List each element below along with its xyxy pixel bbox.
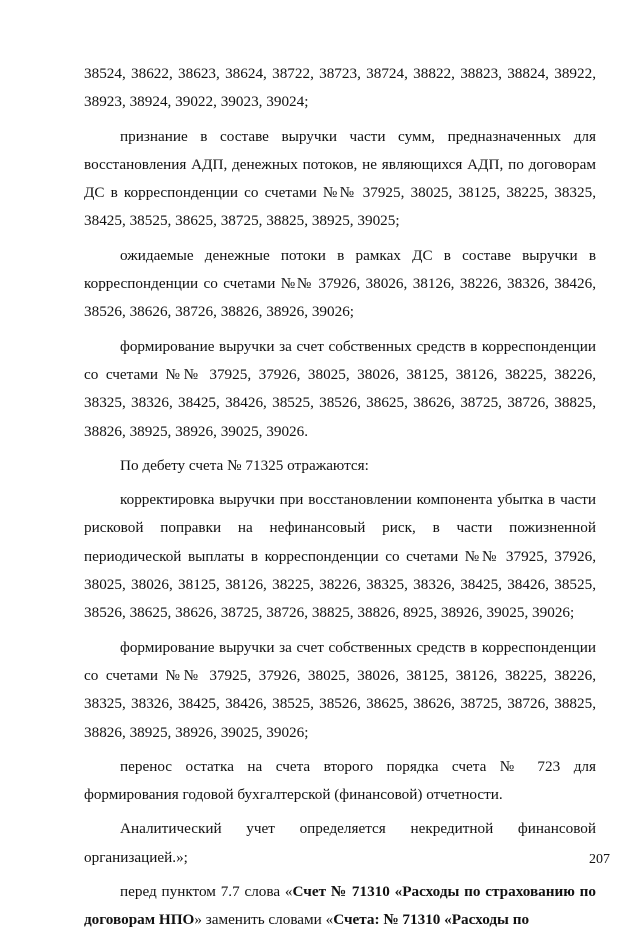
paragraph-own-funds-revenue: формирование выручки за счет собственных средств в корреспонденции со счетами №№ 37925, 37926, 38025, 38026, 38125, 38126, 38225, 38226, 38325, 38326, 38425, 38426, 38525, 38526, 38625, 38626, 38725, 38726, 38825, 38826, 38925, 38926, 39025, 39026. [84, 337, 596, 440]
replacement-text-middle: » заменить словами « [194, 911, 334, 929]
paragraph-own-funds-revenue-debit: формирование выручки за счет собственных средств в корреспонденции со счетами №№ 37925, 37926, 38025, 38026, 38125, 38126, 38225, 38226, 38325, 38326, 38425, 38426, 38525, 38526, 38625, 38626, 38725, 38726, 38825, 38826, 38925, 38926, 39025, 39026; [84, 638, 596, 741]
paragraph-account-list-continuation: 38524, 38622, 38623, 38624, 38722, 38723, 38724, 38822, 38823, 38824, 38922, 38923, 38924, 39022, 39023, 39024; [84, 65, 596, 111]
paragraph-debit-heading: По дебету счета № 71325 отражаются: [120, 456, 369, 474]
paragraph-expected-cash-flows: ожидаемые денежные потоки в рамках ДС в составе выручки в корреспонденции со счетами №№ 37926, 38026, 38126, 38226, 38326, 38426, 38526, 38626, 38726, 38826, 38926, 39026; [84, 246, 596, 321]
replacement-old-account-title: Счет № 71310 «Расходы по страхованию по договорам НПО [84, 883, 596, 929]
paragraph-analytical-accounting: Аналитический учет определяется некредитной финансовой организацией.»; [84, 820, 596, 866]
paragraph-replacement-instruction [84, 878, 596, 935]
paragraph-adp-recognition: признание в составе выручки части сумм, предназначенных для восстановления АДП, денежных потоков, не являющихся АДП, по договорам ДС в корреспонденции со счетами №№ 37925, 38025, 38125, 38225, 38325, 38425, 38525, 38625, 38725, 38825, 38925, 39025; [84, 127, 596, 230]
document-body [84, 60, 596, 935]
paragraph-revenue-adjustment: корректировка выручки при восстановлении компонента убытка в части рисковой поправки на нефинансовый риск, в части пожизненной периодической выплаты в корреспонденции со счетами №№ 37925, 37926, 38025, 38026, 38125, 38126, 38225, 38226, 38325, 38326, 38425, 38426, 38525, 38526, 38625, 38626, 38725, 38726, 38825, 38826, 8925, 38926, 39025, 39026; [84, 491, 596, 622]
replacement-new-account-title: Счета: № 71310 «Расходы по [333, 911, 530, 929]
replacement-text-intro: перед пунктом 7.7 слова « [120, 883, 293, 901]
page-number: 207 [589, 852, 610, 867]
paragraph-balance-transfer: перенос остатка на счета второго порядка счета № 723 для формирования годовой бухгалтерской (финансовой) отчетности. [84, 757, 596, 804]
